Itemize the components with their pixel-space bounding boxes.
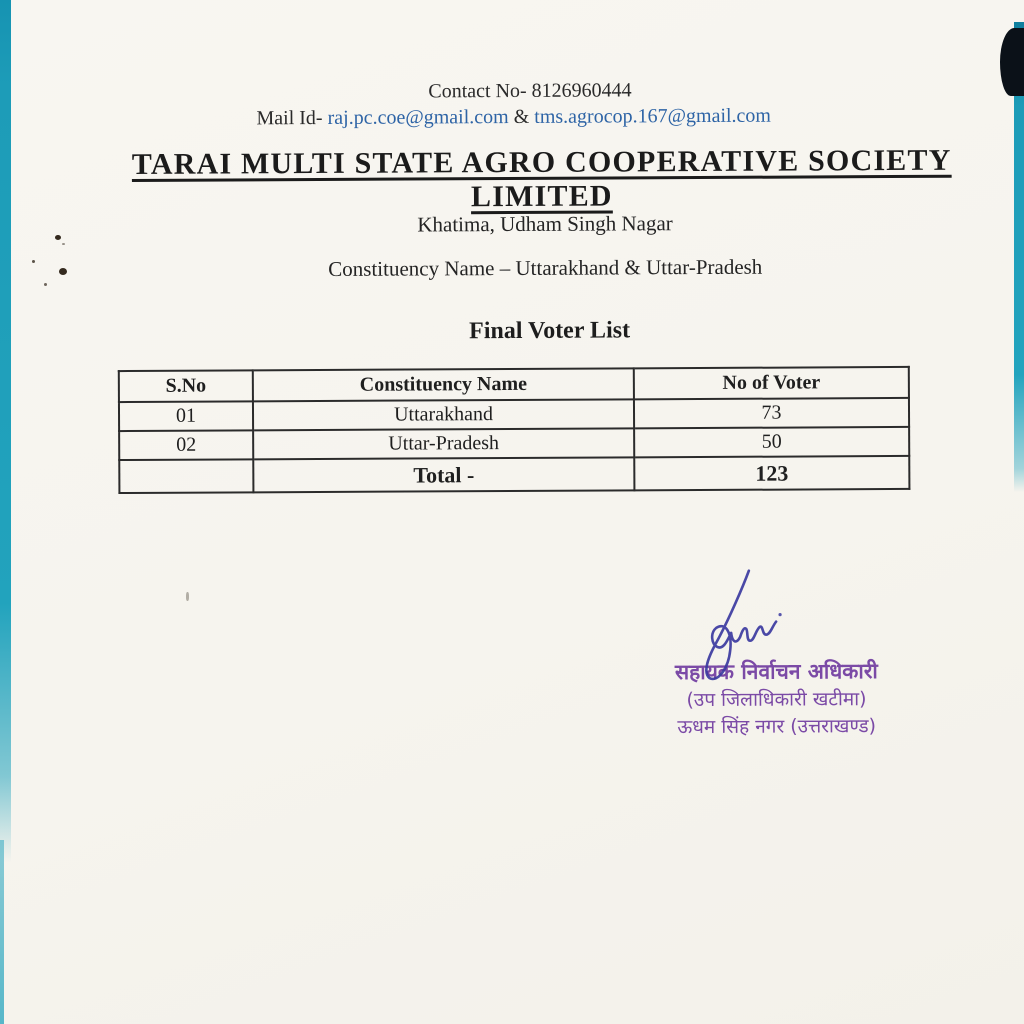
stamp-designation-line: सहायक निर्वाचन अधिकारी [674,659,878,685]
cell-total-empty [119,459,253,493]
cell-constituency: Uttar-Pradesh [253,428,634,459]
voter-list-title: Final Voter List [469,317,631,345]
contact-number-line: Contact No- 8126960444 [428,79,632,103]
cell-total-value: 123 [634,456,909,490]
constituency-line: Constituency Name – Uttarakhand & Uttar-Pradesh [328,254,763,281]
cell-constituency: Uttarakhand [253,399,634,430]
header-cell-voters: No of Voter [634,367,909,399]
email-secondary: tms.agrocop.167@gmail.com [534,104,772,128]
table-header-row [119,367,909,402]
cell-sno: 02 [119,430,253,460]
mail-id-label: Mail Id- [256,106,328,130]
voter-table [118,366,911,494]
email-separator: & [508,105,535,129]
cell-total-label: Total - [253,457,634,492]
email-primary: raj.pc.coe@gmail.com [327,106,509,129]
table-row [119,427,909,460]
cell-voters: 73 [634,398,909,428]
header-cell-constituency: Constituency Name [253,368,634,401]
handwritten-signature [681,564,822,685]
organization-title: TARAI MULTI STATE AGRO COOPERATIVE SOCIETY LIMITED [131,143,952,214]
table-total-row [119,456,909,493]
stamp-district-line: ऊधम सिंह नगर (उत्तराखण्ड) [677,715,877,739]
cell-voters: 50 [634,427,909,457]
cell-sno: 01 [119,401,253,431]
mail-id-line [256,105,771,131]
location-line: Khatima, Udham Singh Nagar [417,211,673,237]
table-row [119,398,909,431]
header-cell-sno: S.No [119,370,253,402]
stamp-office-line: (उप जिलाधिकारी खटीमा) [686,688,867,712]
